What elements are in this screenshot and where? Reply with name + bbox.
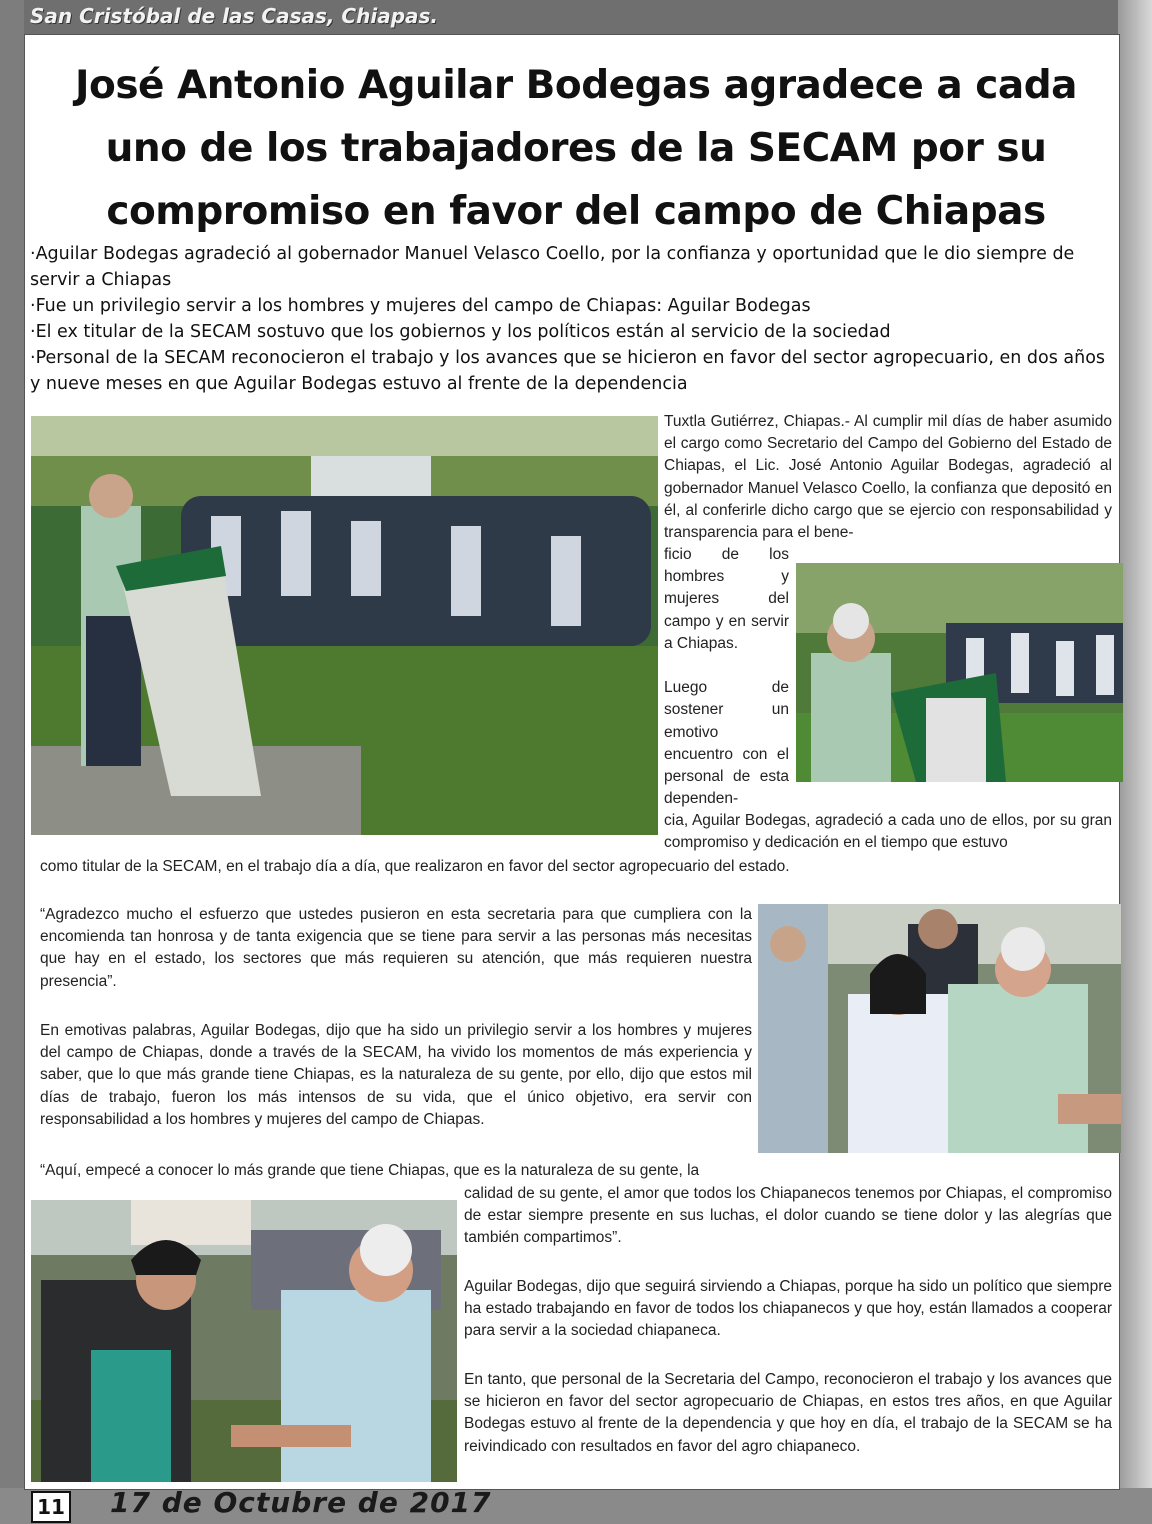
quote-2-start: “Aquí, empecé a conocer lo más grande que tiene Chiapas, que es la naturaleza de su gente, la <box>40 1162 700 1179</box>
quote-2-end: calidad de su gente, el amor que todos los Chiapanecos tenemos por Chiapas, el compromiso de estar siempre presente en sus luchas, el dolor cuando se tiene dolor y las alegrías que también compartimos”. <box>464 1185 1112 1247</box>
photo-greeting-woman <box>758 904 1121 1153</box>
frame-right <box>1118 0 1152 1524</box>
summary-bullet: ·Fue un privilegio servir a los hombres y mujeres del campo de Chiapas: Aguilar Bodegas <box>30 296 811 316</box>
article-title: José Antonio Aguilar Bodegas agradece a cada uno de los trabajadores de la SECAM por su compromiso en favor del campo de Chiapas <box>75 63 1077 234</box>
summary-bullets <box>30 241 1112 397</box>
header-city: San Cristóbal de las Casas, Chiapas. <box>30 4 439 28</box>
text-block-4: como titular de la SECAM, en el trabajo día a día, que realizaron en favor del sector agropecuario del estado. <box>40 858 790 875</box>
text-block-2: ficio de los hombres y mujeres del campo y en servir a Chiapas. Luego de sostener un emotivo encuentro con el personal de esta dependen- <box>664 546 789 808</box>
text-block-3: cia, Aguilar Bodegas, agradeció a cada uno de ellos, por su gran compromiso y dedicación en el tiempo que estuvo <box>664 812 1112 852</box>
paragraph-3: En emotivas palabras, Aguilar Bodegas, dijo que ha sido un privilegio servir a los hombres y mujeres del campo de Chiapas, donde a través de la SECAM, ha vivido los momentos de más experiencia y saber, que lo que más grande tiene Chiapas, es la naturaleza de su gente, por ello, dijo que estos mil días de trabajo, fueron los más intensos de su vida, que el único objetivo, era servir con responsabilidad a los hombres y mujeres del campo de Chiapas. <box>40 1022 752 1128</box>
summary-bullet: ·Aguilar Bodegas agradeció al gobernador Manuel Velasco Coello, por la confianza y oportunidad que le dio siempre de servir a Chiapas <box>30 244 1075 290</box>
page-number: 11 <box>31 1491 71 1523</box>
summary-bullet: ·El ex titular de la SECAM sostuvo que los gobiernos y los políticos están al servicio de la sociedad <box>30 322 891 342</box>
paragraph-4: Aguilar Bodegas, dijo que seguirá sirviendo a Chiapas, porque ha sido un político que siempre ha estado trabajando en favor de todos los chiapanecos y que hoy, están llamados a cooperar para servir a la sociedad chiapaneca. <box>464 1278 1112 1340</box>
paragraph-5: En tanto, que personal de la Secretaria del Campo, reconocieron el trabajo y los avances que se hicieron en favor del sector agropecuario de Chiapas, en estos tres años, en que Aguilar Bodegas estuvo al frente de la dependencia y que hoy en día, el trabajo de la SECAM se ha reivindicado con resultados en favor del agro chiapaneco. <box>464 1371 1112 1455</box>
photo-speaker-closeup <box>796 563 1123 782</box>
quote-1: “Agradezco mucho el esfuerzo que ustedes pusieron en esta secretaria para que cumpliera con la encomienda tan honrosa y de tanta exigencia que se tiene para servir a las personas más necesitas que hay en el estado, los sectores que más requieren su atención, que más requieren nuestra presencia”. <box>40 906 752 990</box>
text-block-1: Tuxtla Gutiérrez, Chiapas.- Al cumplir mil días de haber asumido el cargo como Secretario del Campo del Gobierno del Estado de Chiapas, el Lic. José Antonio Aguilar Bodegas, agradeció al gobernador Manuel Velasco Coello, la confianza que depositó en él, al conferirle dicho cargo que se ejercio con responsabilidad y transparencia para el bene- <box>664 413 1112 542</box>
photo-podium-crowd <box>31 416 658 835</box>
photo-handshake <box>31 1200 457 1482</box>
summary-bullet: ·Personal de la SECAM reconocieron el trabajo y los avances que se hicieron en favor del sector agropecuario, en dos años y nueve meses en que Aguilar Bodegas estuvo al frente de la dependencia <box>30 348 1106 394</box>
frame-left <box>0 0 24 1524</box>
issue-date: 17 de Octubre de 2017 <box>110 1486 492 1519</box>
